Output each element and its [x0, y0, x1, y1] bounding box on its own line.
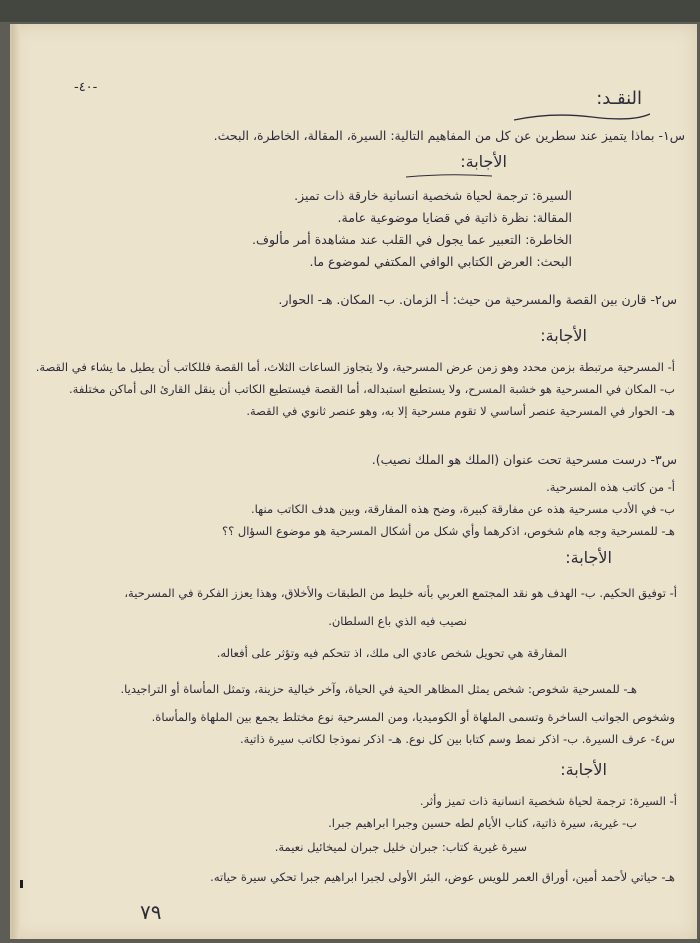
q2-answer-line: أ- المسرحية مرتبطة بزمن محدد وهو زمن عرض المسرحية، ولا يتجاوز الساعات الثلاث، أما القصة فللكاتب أن يطيل ما يشاء في القصة.: [35, 360, 675, 374]
notebook-page: [10, 24, 697, 939]
q3-sub-question: هـ- للمسرحية وجه هام شخوص، اذكرهما وأي شكل من أشكال المسرحية هو موضوع السؤال ؟؟: [222, 524, 675, 538]
q2-answer-line: ب- المكان في المسرحية هو خشبة المسرح، ولا يستطيع استبداله، أما القصة فيستطيع الكاتب أن ينقل القارئ الى أماكن مختلفة.: [69, 382, 675, 396]
q4-answer-line: أ- السيرة: ترجمة لحياة شخصية انسانية ذات تميز وأثر.: [419, 794, 677, 808]
q3-answer-line: المفارقة هي تحويل شخص عادي الى ملك، اذ تتحكم فيه وتؤثر على أفعاله.: [216, 646, 567, 660]
q1-question: س١- بماذا يتميز عند سطرين عن كل من المفاهيم التالية: السيرة، المقالة، الخاطرة، البحث.: [213, 128, 685, 143]
q3-answer-line: وشخوص الجوانب الساخرة وتسمى الملهاة أو الكوميديا، ومن المسرحية نوع مختلط يجمع بين الملهاة والمأساة.: [151, 710, 675, 724]
q3-answer-line: نصيب فيه الذي باع السلطان.: [328, 614, 467, 628]
margin-mark: [20, 880, 23, 888]
q4-answer-line: هـ- حياتي لأحمد أمين، أوراق العمر للويس عوض، البئر الأولى لجبرا ابراهيم جبرا تحكي سيرة حياته.: [210, 870, 675, 884]
q1-answer-line: المقالة: نظرة ذاتية في قضايا موضوعية عامة.: [337, 210, 572, 225]
q4-answer-heading: الأجابة:: [560, 760, 607, 779]
q1-answer-line: الخاطرة: التعبير عما يجول في القلب عند مشاهدة أمر مألوف.: [252, 232, 572, 247]
q2-answer-line: هـ- الحوار في المسرحية عنصر أساسي لا تقوم مسرحية إلا به، وهو عنصر ثانوي في القصة.: [246, 404, 675, 418]
q1-heading-underline: [404, 172, 494, 180]
q4-answer-line: ب- غيرية، سيرة ذاتية، كتاب الأيام لطه حسين وجبرا ابراهيم جبرا.: [328, 816, 637, 830]
q3-question: س٣- درست مسرحية تحت عنوان (الملك هو الملك نصيب).: [371, 452, 677, 467]
bottom-page-number: ٧٩: [140, 900, 162, 924]
q4-answer-line: سيرة غيرية كتاب: جبران خليل جبران لميخائيل نعيمة.: [274, 840, 527, 854]
q2-answer-heading: الأجابة:: [540, 326, 587, 345]
page-binding-edge: [12, 24, 20, 939]
top-page-number: -٤٠-: [74, 80, 98, 95]
title-underline: [512, 110, 652, 124]
section-title: النقـد:: [596, 88, 642, 109]
q3-sub-question: أ- من كاتب هذه المسرحية.: [546, 480, 675, 494]
q2-question: س٢- قارن بين القصة والمسرحية من حيث: أ- الزمان. ب- المكان. هـ- الحوار.: [278, 292, 677, 307]
q3-sub-question: ب- في الأدب مسرحية هذه عن مفارقة كبيرة، وضح هذه المفارقة، وبين هدف الكاتب منها.: [251, 502, 675, 516]
scanner-top-edge: [0, 0, 700, 22]
q1-answer-line: البحث: العرض الكتابي الوافي المكتفي لموضوع ما.: [309, 254, 572, 269]
q4-question: س٤- عرف السيرة. ب- اذكر نمط وسم كتابا بين كل نوع. هـ- اذكر نموذجا لكاتب سيرة ذاتية.: [240, 732, 675, 746]
q1-answer-heading: الأجابة:: [460, 152, 507, 171]
q1-answer-line: السيرة: ترجمة لحياة شخصية انسانية خارقة ذات تميز.: [294, 188, 572, 203]
q3-answer-heading: الأجابة:: [565, 548, 612, 567]
q3-answer-line: أ- توفيق الحكيم. ب- الهدف هو نقد المجتمع العربي بأنه خليط من الطبقات والأخلاق، وهذا يعزز الفكرة في المسرحية،: [124, 586, 677, 600]
q3-answer-line: هـ- للمسرحية شخوص: شخص يمثل المظاهر الحية في الحياة، وآخر خيالية حزينة، وتمثل المأساة أو التراجيديا.: [120, 682, 637, 696]
